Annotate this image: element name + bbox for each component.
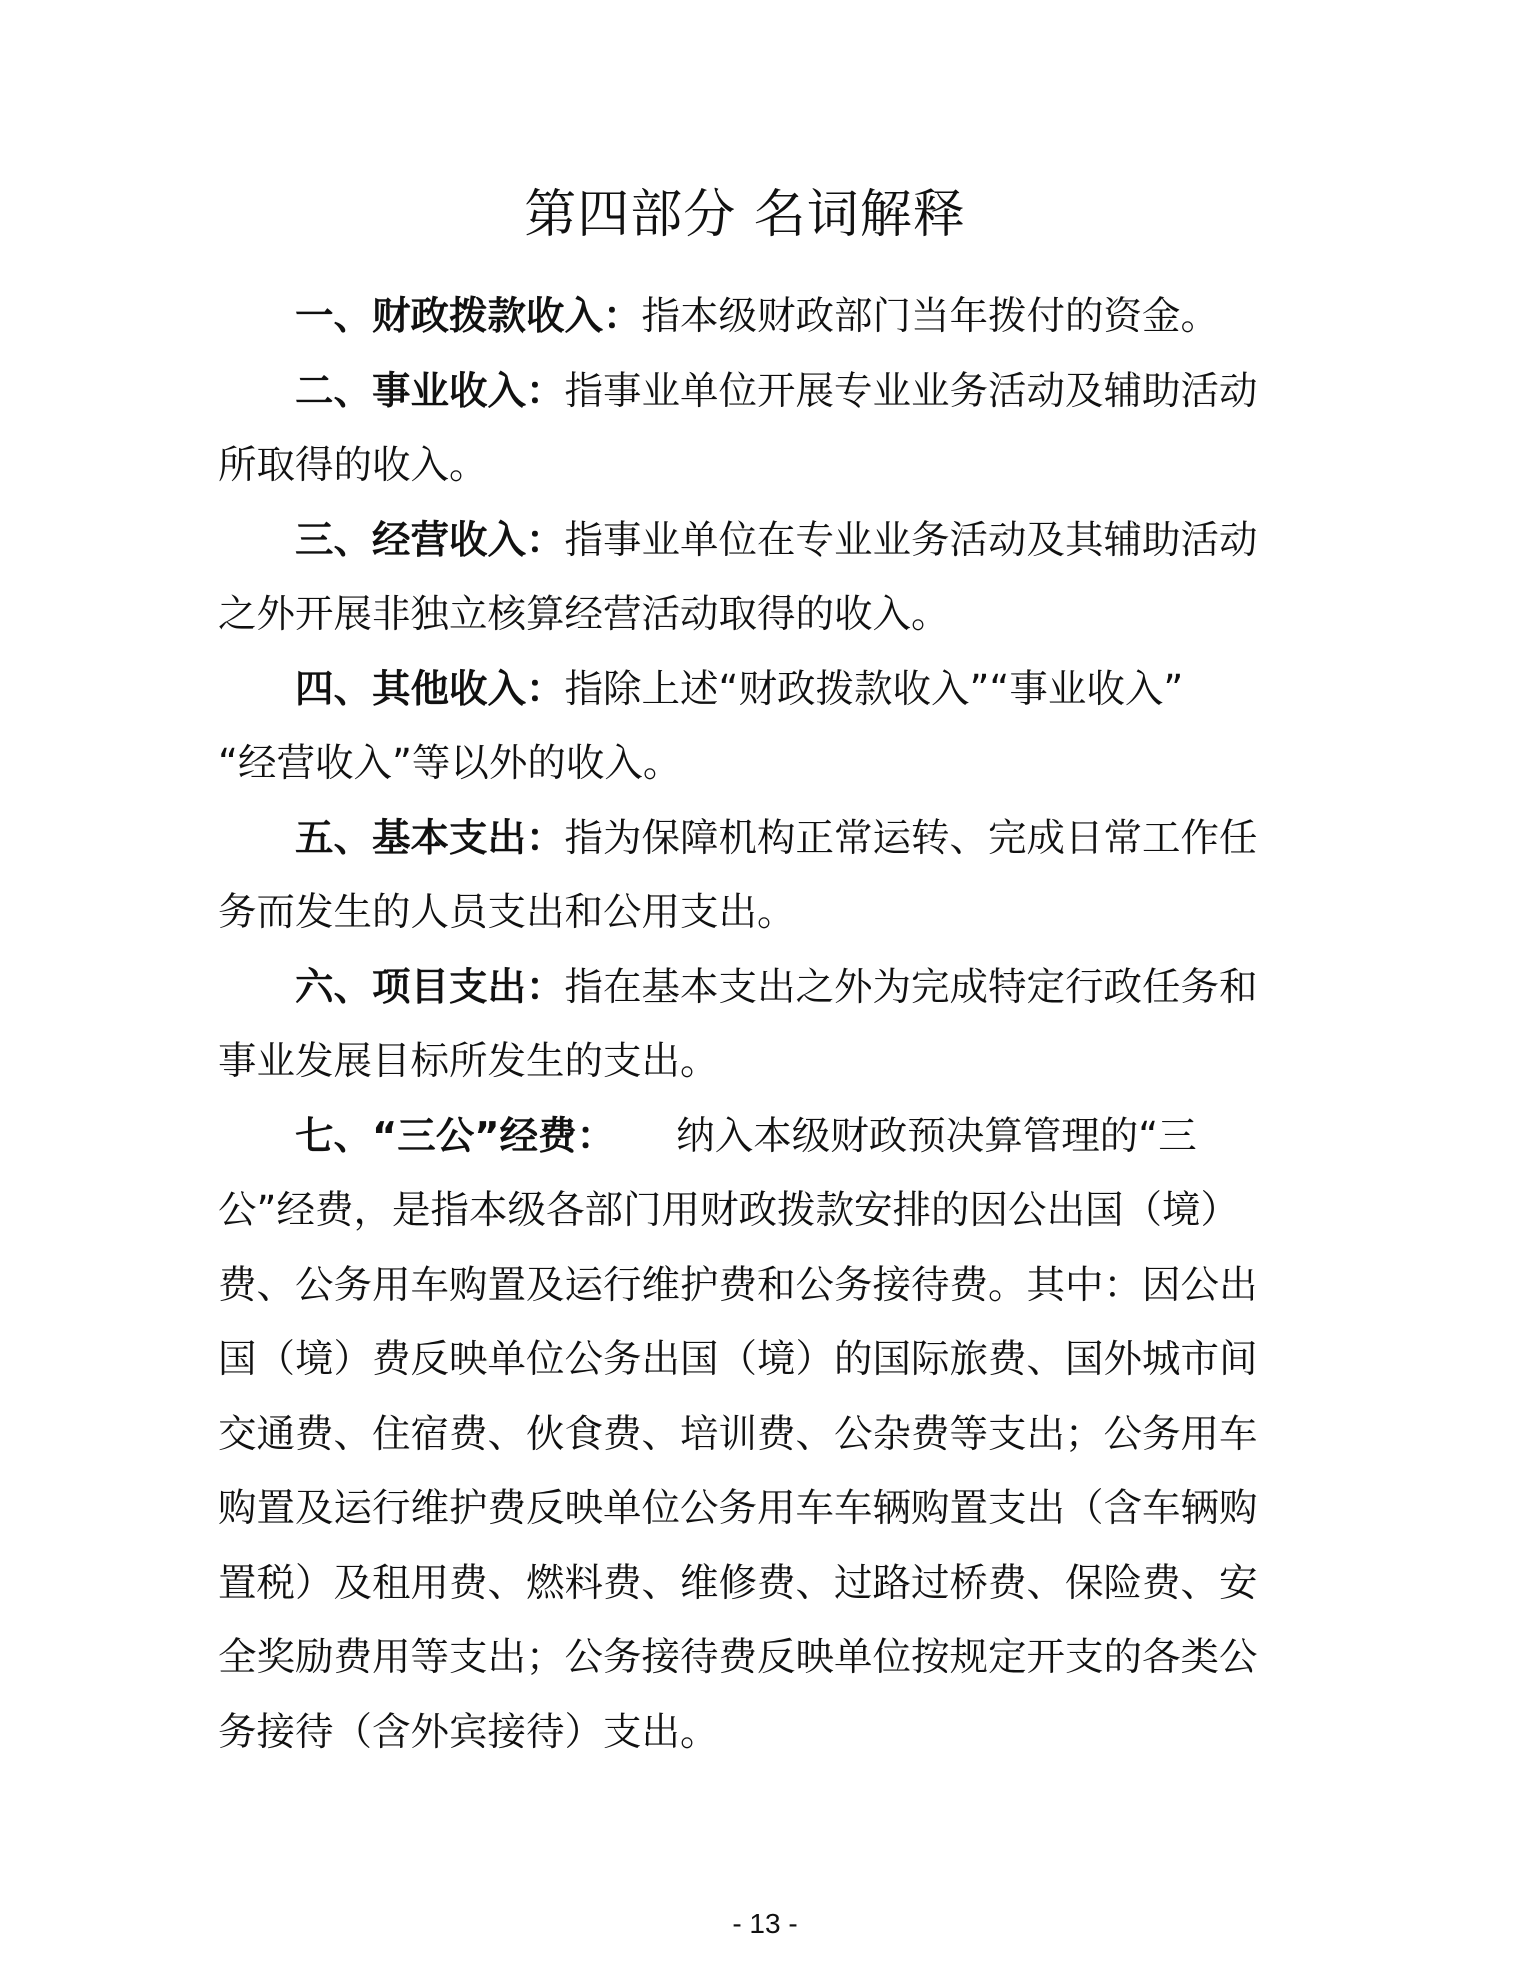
term-definition: 指本级财政部门当年拨付的资金。 [641,294,1220,339]
term-definition: 指事业单位开展专业业务活动及辅助活动所取得的收入。 [218,368,1258,488]
term-three-public-expenses [218,1100,1280,1771]
term-definition: 指事业单位在专业业务活动及其辅助活动之外开展非独立核算经营活动取得的收入。 [218,517,1258,637]
term-business-income [218,355,1280,504]
term-operating-income [218,504,1280,653]
term-project-expenditure [218,951,1280,1100]
page-title: 第四部分 名词解释 [524,184,966,245]
term-label: 六、项目支出： [295,964,565,1010]
term-label: 七、“三公”经费： [295,1113,616,1159]
term-definition: 指为保障机构正常运转、完成日常工作任务而发生的人员支出和公用支出。 [218,815,1258,935]
term-label: 一、财政拨款收入： [295,294,642,339]
term-label: 三、经营收入： [295,517,565,563]
term-other-income [218,653,1280,802]
term-label: 四、其他收入： [295,666,565,712]
terms-list [218,280,1280,1770]
term-definition: 指在基本支出之外为完成特定行政任务和事业发展目标所发生的支出。 [218,964,1258,1084]
term-basic-expenditure [218,802,1280,951]
page-number: - 13 - [732,1908,798,1939]
term-label: 二、事业收入： [295,368,565,414]
term-definition: 纳入本级财政预决算管理的“三公”经费，是指本级各部门用财政拨款安排的因公出国（境）费、公务用车购置及运行维护费和公务接待费。其中：因公出国（境）费反映单位公务出国（境）的国际旅费、国外城市间交通费、住宿费、伙食费、培训费、公杂费等支出；公务用车购置及运行维护费反映单位公务用车车辆购置支出（含车辆购置税）及租用费、燃料费、维修费、过路过桥费、保险费、安全奖励费用等支出；公务接待费反映单位按规定开支的各类公务接待（含外宾接待）支出。 [218,1113,1258,1755]
term-fiscal-appropriation-income [218,280,1280,355]
term-definition: 指除上述“财政拨款收入”“事业收入” “经营收入”等以外的收入。 [218,666,1184,786]
term-label: 五、基本支出： [295,815,565,861]
